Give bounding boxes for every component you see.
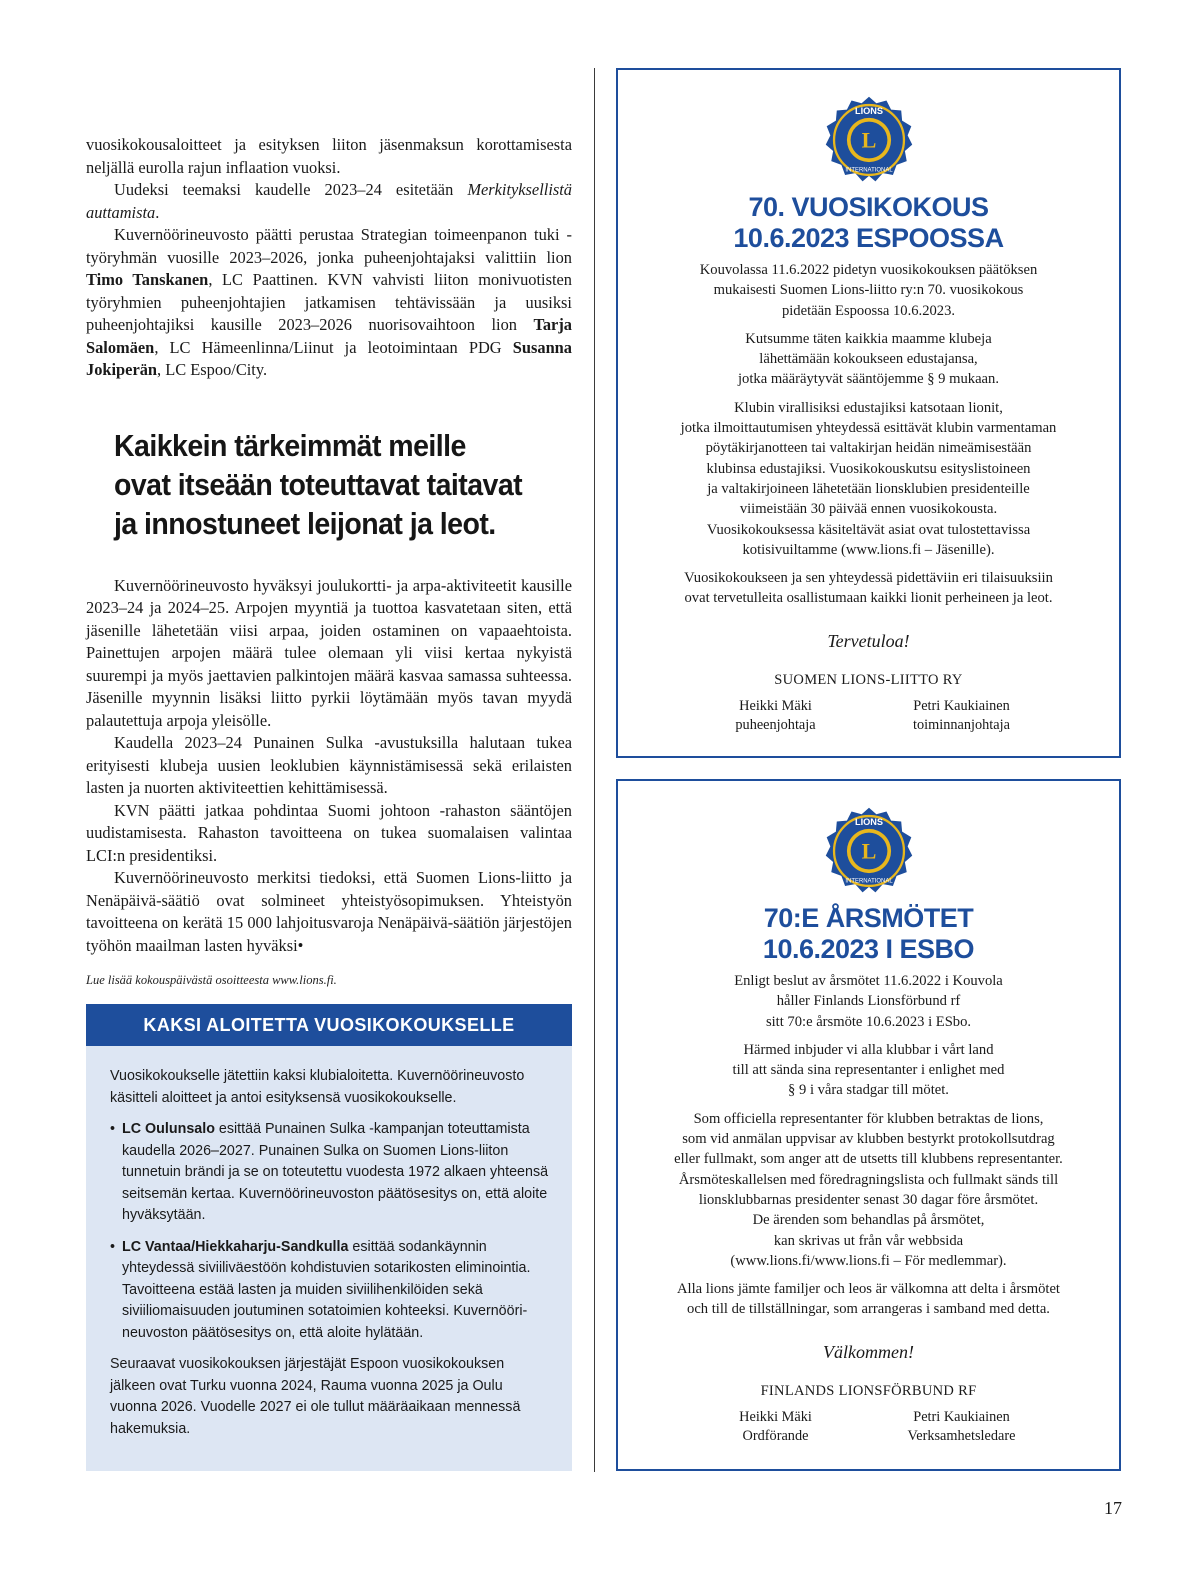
sidebar-outro: Seuraavat vuosikokouksen järjestäjät Espoon vuosikokouksen jälkeen ovat Turku vuonna 2024, Rauma vuonna 2025 ja Oulu vuonna 2026. Vuodelle 2027 ei ole tullut määräaikaan mennessä hakemuksia. <box>110 1356 521 1437</box>
bullet-icon: • <box>110 1121 116 1137</box>
initiatives-sidebar <box>86 1004 572 1471</box>
notice-paragraph: Alla lions jämte familjer och leos är välkomna att delta i årsmötet och till de tillställningar, som arrangeras i samband med detta. <box>677 1281 1060 1318</box>
lions-logo-icon <box>823 94 915 186</box>
lions-logo-icon <box>823 805 915 897</box>
notice-paragraph: Klubin virallisiksi edustajiksi katsotaan lionit, jotka ilmoittautumisen yhteydessä esittävät klubin varmentaman pöytäkirjanotteen tai valtakirjan heidän nimeämisestään klubinsa edustajiksi. Vuosikokouskutsu esityslistoineen ja valtakirjoineen lähetetään lionsklubien presidenteille viimeistään 30 päivää ennen vuosikokousta. Vuosikokouksessa käsiteltävät asiat ovat tulostettavissa kotisivuiltamme (www.lions.fi – Jäsenille). <box>680 399 1057 558</box>
organization-name: FINLANDS LIONSFÖRBUND RF <box>760 1382 977 1399</box>
logo-top-text: LIONS <box>854 106 883 117</box>
notice-swedish <box>616 779 1121 1471</box>
article-paragraph: vuosikokousaloitteet ja esityksen liiton jäsenmaksun korottamisesta neljällä eurolla rajun inflaation vuoksi. <box>86 135 572 177</box>
organization-name: SUOMEN LIONS-LIITTO RY <box>774 671 963 688</box>
column-divider <box>594 68 595 1472</box>
signer-chair: Heikki Mäki Ordförande <box>739 1408 812 1444</box>
pull-quote-line: Kaikkein tärkeimmät meille <box>114 427 466 463</box>
sidebar-title: KAKSI ALOITETTA VUOSIKOKOUKSELLE <box>86 1004 572 1046</box>
notice-title: 70:E ÅRSMÖTET 10.6.2023 I ESBO <box>762 903 975 964</box>
notice-paragraph: Härmed inbjuder vi alla klubbar i vårt land till att sända sina representanter i enlighet med § 9 i våra stadgar till mötet. <box>732 1041 1005 1099</box>
signer-chair: Heikki Mäki puheenjohtaja <box>735 697 816 733</box>
bullet-text: LC Vantaa/Hiekkaharju-Sandkulla esittää sodankäynnin yhteydessä siviiliväestöön kohdistuvien sotarikosten eliminointia. Tavoitteena estää lasten ja muiden siviilihenkilöiden sekä siviiliomaisuuden joutuminen sotatoimien kohteeksi. Kuvernöörineuvoston päätösesitys on, että aloite hylätään. <box>122 1238 531 1341</box>
notice-title: 70. VUOSIKOKOUS 10.6.2023 ESPOOSSA <box>733 192 1004 253</box>
logo-top-text: LIONS <box>854 817 883 828</box>
logo-bottom-text: INTERNATIONAL <box>844 167 893 174</box>
signatories <box>618 697 1119 735</box>
sidebar-body <box>86 1046 572 1440</box>
notice-paragraph: Kouvolassa 11.6.2022 pidetyn vuosikokouksen päätöksen mukaisesti Suomen Lions-liitto ry:n 70. vuosikokous pidetään Espoossa 10.6.2023. <box>699 262 1038 319</box>
sidebar-intro: Vuosikokoukselle jätettiin kaksi klubialoitetta. Kuvernöörineuvosto käsitteli aloitteet ja antoi esityksensä vuosikokoukselle. <box>110 1068 525 1106</box>
list-item <box>110 1119 550 1227</box>
list-item <box>110 1237 550 1345</box>
signatories <box>618 1408 1119 1446</box>
article-paragraph: Kuvernöörineuvosto merkitsi tiedoksi, että Suomen Lions-liitto ja Nenäpäivä-säätiö ovat solmineet yhteistyösopimuksen. Yhteistyön tavoitteena on kerätä 15 000 lahjoitusvaroja Nenäpäivä-säätiön järjestöjen työhön maailman lasten hyväksi• <box>86 868 572 955</box>
signer-director: Petri Kaukiainen toiminnanjohtaja <box>913 697 1010 733</box>
notice-paragraph: Enligt beslut av årsmötet 11.6.2022 i Kouvola håller Finlands Lionsförbund rf sitt 70:e årsmöte 10.6.2023 i ESbo. <box>734 973 1003 1030</box>
logo-bottom-text: INTERNATIONAL <box>844 878 893 885</box>
notice-paragraph: Som officiella representanter för klubben betraktas de lions, som vid anmälan uppvisar av klubben bestyrkt protokollsutdrag eller fullmakt, som anger att de utsetts till klubbens representanter. Årsmöteskallelsen med föredragningslista och fullmakt sänds till lionsklubbarnas presidenter senast 30 dagar före årsmötet. De ärenden som behandlas på årsmötet, kan skrivas ut från vår webbsida (www.lions.fi/www.lions.fi – För medlemmar). <box>674 1110 1063 1269</box>
logo-letter: L <box>861 127 876 153</box>
logo-letter: L <box>861 838 876 864</box>
signer-director: Petri Kaukiainen Verksamhetsledare <box>907 1408 1016 1444</box>
page-number: 17 <box>1104 1498 1122 1518</box>
article-column <box>86 134 572 988</box>
pull-quote-line: ja innostuneet leijonat ja leot. <box>114 505 496 541</box>
article-paragraph: Kuvernöörineuvosto hyväksyi joulukortti- ja arpa-aktiviteetit kausille 2023–24 ja 2024–25. Arpojen myyntiä ja tuottoa kasvatetaan siten, että jäsenille lähetetään viisi arpaa, joiden ostaminen on vapaaehtoista. Painettujen arpojen määrä tulee olemaan yli viisi kertaa nykyistä suurempi ja myös jaettavien palkintojen määrä kasvaa samassa suhteessa. Jäsenille myynnin lisäksi liitto pyrkii löytämään myös tavan myydä palautettuja arpoja yleisölle. <box>86 575 572 730</box>
article-paragraph: KVN päätti jatkaa pohdintaa Suomi johtoon -rahaston sääntöjen uudistamisesta. Rahaston tavoitteena on tukea suomalaisen valintaa LCI:n presidentiksi. <box>86 800 572 865</box>
article-paragraph: Kaudella 2023–24 Punainen Sulka -avustuksilla halutaan tukea erityisesti klubeja uusien leoklubien käynnistämisessä sekä erilaisten lasten ja nuorten aktiviteettien kehittämisessä. <box>86 733 572 797</box>
notice-paragraph: Vuosikokoukseen ja sen yhteydessä pidettäviin eri tilaisuuksiin ovat tervetulleita osallistumaan kaikki lionit perheineen ja leot. <box>684 570 1053 607</box>
article-paragraph: Uudeksi teemaksi kaudelle 2023–24 esitetään Merkityksellistä auttamista. <box>86 180 572 222</box>
bullet-text: LC Oulunsalo esittää Punainen Sulka -kampanjan toteuttamista kaudella 2026–2027. Punainen Sulka on Suomen Lions-liiton tunnetuin brändi ja se on toteutettu vuodesta 1972 alkaen yhteensä seitsemän kertaa. Kuvernöörineuvoston päätösesitys on, että aloite hyväksytään. <box>122 1121 549 1223</box>
notice-paragraph: Kutsumme täten kaikkia maamme klubeja lähettämään kokoukseen edustajansa, jotka määräytyvät sääntöjemme § 9 mukaan. <box>738 330 999 388</box>
welcome-text: Välkommen! <box>823 1341 914 1362</box>
article-paragraph: Kuvernöörineuvosto päätti perustaa Strategian toimeenpanon tuki -työryhmän vuosille 2023–2026, jonka puheenjohtajaksi valittiin lion Timo Tanskanen, LC Paattinen. KVN vahvisti liiton monivuotisten työryhmien puheenjohtajien jatkamisen tehtävissään ja uusiksi puheenjohtajiksi kausille 2023–2026 nuorisovaihtoon lion Tarja Salomäen, LC Hämeenlinna/Liinut ja leotoimintaan PDG Susanna Jokiperän, LC Espoo/City. <box>86 225 572 379</box>
welcome-text: Tervetuloa! <box>827 630 910 651</box>
bullet-icon: • <box>110 1238 116 1255</box>
source-note: Lue lisää kokouspäivästä osoitteesta www.lions.fi. <box>86 973 337 987</box>
pull-quote-line: ovat itseään toteuttavat taitavat <box>114 466 523 502</box>
pull-quote <box>114 426 535 543</box>
notice-finnish <box>616 68 1121 758</box>
